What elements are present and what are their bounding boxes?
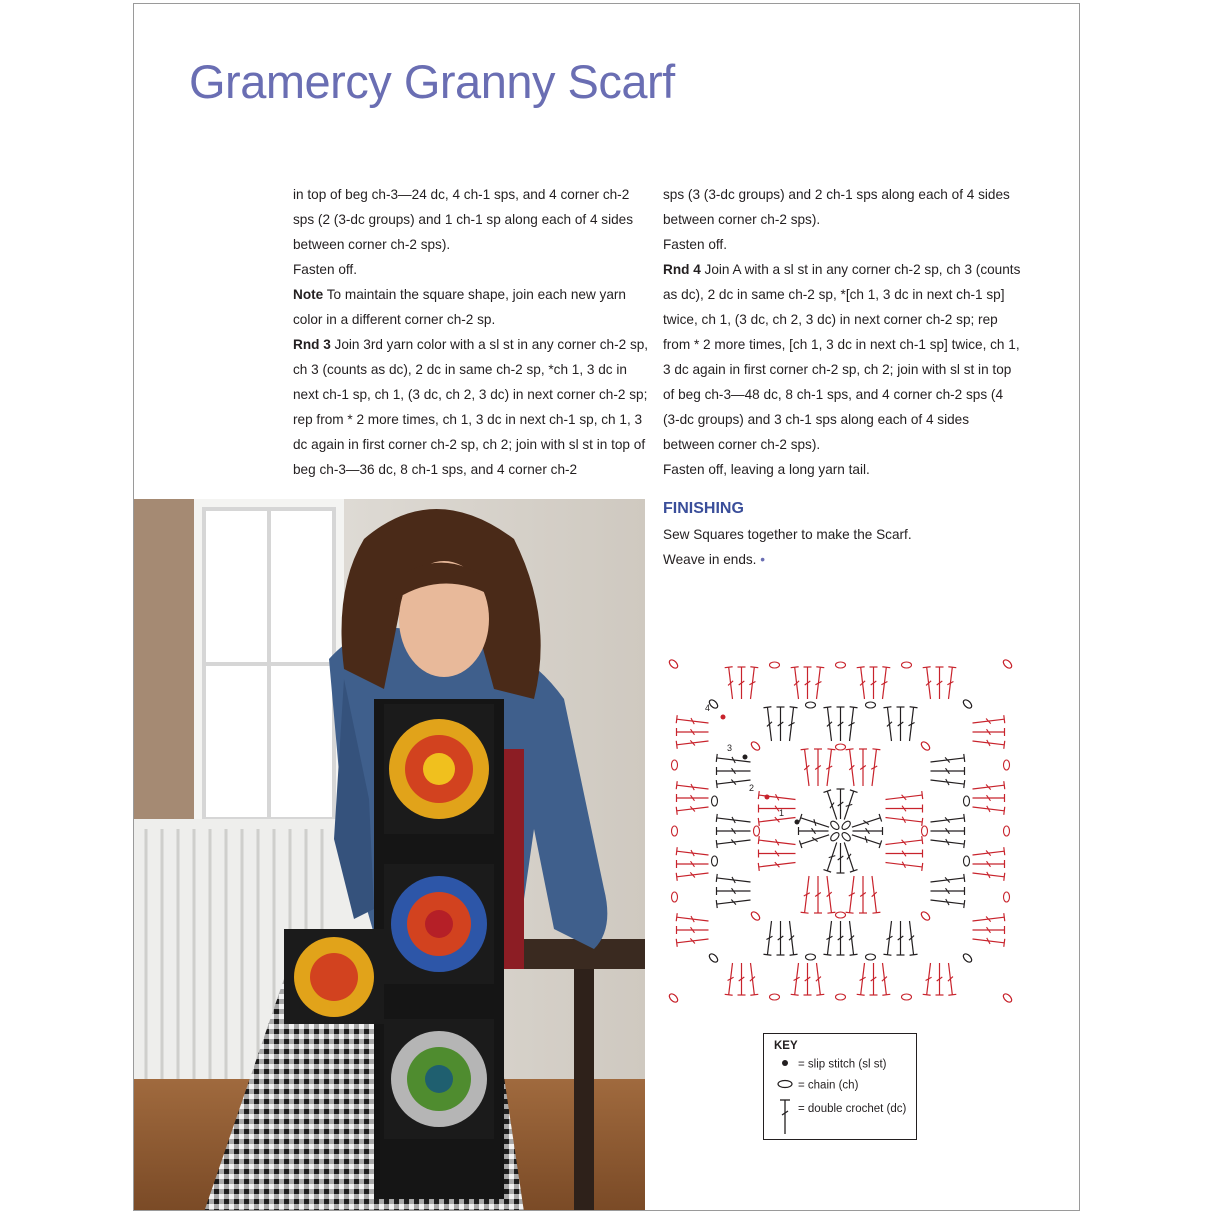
paragraph [663,547,1023,572]
chain-stitch [712,796,718,806]
dc-stitch-bar [830,803,834,809]
granny-square [384,704,494,834]
model-wearing-scarf-image [134,499,645,1211]
note-label: Note [293,287,324,302]
dc-stitch-top [882,667,890,668]
dc-stitch-top [750,994,758,995]
book-page [133,3,1080,1211]
round-3-text: Join 3rd yarn color with a sl st in any corner ch-2 sp, ch 3 (counts as dc), 2 dc in same ch-2 sp, *ch 1, 3 dc in next ch-1 sp, ch 1, (3 dc, ch 2, 3 dc) in next corner ch-2 sp; rep from * 2 more times, ch 1, 3 dc in next ch-1 sp, ch 1, 3 dc again in first corner ch-2 sp, ch 2; join with sl st in top of beg ch-3—36 dc, 8 ch-1 sps, and 4 corner ch-2 [293,337,649,477]
dc-stitch-top [823,707,831,708]
chain-stitch [836,994,846,1000]
chain-stitch [1004,826,1010,836]
dc-stitch-top [676,913,677,921]
dc-stitch-top [857,667,865,668]
dc-stitch-top [790,707,798,708]
dc-stitch-top [801,912,809,913]
chain-stitch [1002,992,1013,1003]
dc-stitch-top [801,749,809,750]
chain-stitch [964,856,970,866]
model-photo [134,499,645,1211]
dc-stitch-top [676,847,677,855]
dc-stitch-top [1004,847,1005,855]
key-label: = double crochet (dc) [798,1102,907,1115]
chain-stitch [672,760,678,770]
dc-stitch-top [964,874,965,882]
chain-stitch [770,994,780,1000]
round-4-text: Join A with a sl st in any corner ch-2 sp, ch 3 (counts as dc), 2 dc in same ch-2 sp, *[ch 1, 3 dc in next ch-1 sp] twice, ch 1, (3 dc, ch 2, 3 dc) in next corner ch-2 sp; rep from * 2 more times, [ch 1, 3 dc in next ch-1 sp] twice, ch 1, 3 dc again in first corner ch-2 sp, ch 2; join with sl st in top of beg ch-3—48 dc, 8 ch-1 sps, and 4 corner ch-2 sps (4 (3-dc groups) and 3 ch-1 sps along each of 4 sides between corner ch-2 sps). [663,262,1021,452]
granny-square [284,929,384,1024]
dc-stitch-top [948,994,956,995]
dc-stitch-top [758,791,759,799]
chain-stitch [712,856,718,866]
chain-icon [772,1079,798,1092]
dc-stitch-top [758,863,759,871]
chain-stitch [964,796,970,806]
dc-stitch-top [716,874,717,882]
key-row [772,1058,887,1078]
finishing-heading: FINISHING [663,500,744,517]
dc-stitch-top [964,840,965,848]
key-row [772,1098,906,1118]
dc-stitch-top [1004,873,1005,881]
chain-stitch [750,740,761,751]
dc-stitch-top [750,667,758,668]
dc-stitch-top [716,840,717,848]
chain-stitch [754,826,760,836]
key-label: = slip stitch (sl st) [798,1058,887,1071]
round-number-label: 4 [705,703,711,713]
dc-stitch-top [725,994,733,995]
dc-stitch-top [816,667,824,668]
paragraph: Fasten off. [663,237,727,252]
dc-stitch-top [1004,939,1005,947]
chain-stitch [920,740,931,751]
slip-stitch-dot [743,755,748,760]
dc-stitch-top [857,994,865,995]
dc-stitch-top [716,780,717,788]
round-number-label: 3 [727,743,733,753]
dc-stitch-top [790,954,798,955]
chain-stitch [829,831,840,842]
granny-square [384,864,494,984]
dc-stitch-top [922,818,923,826]
dc-stitch-top [763,954,771,955]
dc-stitch-top [758,818,759,826]
paragraph: Sew Squares together to make the Scarf. [663,527,912,542]
dc-stitch-top [922,836,923,844]
dc-stitch-top [725,667,733,668]
granny-square-diagram [667,657,1014,1005]
dc-stitch-top [676,741,677,749]
slip-stitch-dot [795,820,800,825]
dc-stitch-top [791,667,799,668]
chain-stitch [770,662,780,668]
dc-stitch-top [850,707,858,708]
chain-stitch [829,820,840,831]
dc-stitch-bar [812,837,818,841]
paragraph: sps (3 (3-dc groups) and 2 ch-1 sps along each of 4 sides between corner ch-2 sps). [663,187,1010,227]
key-row [772,1079,858,1099]
dc-stitch-top [910,707,918,708]
dc-stitch-top [816,994,824,995]
chain-stitch [806,702,816,708]
dc-stitch-top [791,994,799,995]
crochet-chart [667,657,1014,1005]
chain-stitch [962,952,973,963]
chain-stitch [841,820,852,831]
dc-stitch-top [923,994,931,995]
dc-stitch-top [827,912,835,913]
dc-stitch-top [763,707,771,708]
chain-stitch [1002,658,1013,669]
chain-stitch [668,658,679,669]
key-title: KEY [774,1040,798,1052]
dc-stitch-top [948,667,956,668]
chain-stitch [836,744,846,750]
key-label: = chain (ch) [798,1079,859,1092]
dc-stitch-top [872,912,880,913]
paragraph: Fasten off. [293,262,357,277]
chain-stitch [836,662,846,668]
finishing-text: Weave in ends. [663,552,757,567]
chain-stitch [750,910,761,921]
dc-stitch-top [823,954,831,955]
chain-stitch [902,994,912,1000]
chain-stitch [836,912,846,918]
dc-stitch-top [716,754,717,762]
dc-stitch-top [676,939,677,947]
chain-stitch [962,698,973,709]
chain-stitch [668,992,679,1003]
dc-stitch-top [716,814,717,822]
dc-stitch-top [846,749,854,750]
dc-stitch-top [1004,715,1005,723]
dc-stitch-top [883,707,891,708]
note-paragraph [293,282,653,332]
chain-stitch [841,831,852,842]
dc-stitch-top [882,994,890,995]
chain-stitch [866,954,876,960]
dc-stitch-top [716,900,717,908]
dc-stitch-top [1004,807,1005,815]
dc-stitch-top [676,715,677,723]
dc-stitch-top [846,912,854,913]
dc-stitch-top [676,781,677,789]
dc-stitch-top [676,807,677,815]
dc-stitch-top [1004,781,1005,789]
chain-stitch [920,910,931,921]
granny-square [384,1019,494,1139]
dc-stitch-top [922,863,923,871]
round-3-paragraph [293,332,653,482]
paragraph: Fasten off, leaving a long yarn tail. [663,462,870,477]
slip-stitch-icon [772,1058,798,1071]
chain-stitch [672,826,678,836]
chain-stitch [672,892,678,902]
chain-stitch [922,826,928,836]
dc-stitch-top [1004,913,1005,921]
dc-stitch-top [676,873,677,881]
dc-stitch-top [922,791,923,799]
end-mark: • [760,552,765,567]
chain-stitch [902,662,912,668]
round-4-paragraph [663,257,1023,457]
dc-stitch-top [964,754,965,762]
round-number-label: 2 [749,783,755,793]
dc-stitch-top [964,814,965,822]
dc-stitch-top [758,836,759,844]
slip-stitch-dot [765,795,770,800]
note-text: To maintain the square shape, join each new yarn color in a different corner ch-2 sp. [293,287,626,327]
instructions-column-left [293,182,653,482]
chain-stitch [866,702,876,708]
dc-stitch-top [872,749,880,750]
dc-stitch-top [964,780,965,788]
chain-stitch [806,954,816,960]
page-title: Gramercy Granny Scarf [189,55,675,108]
chain-stitch [708,952,719,963]
round-4-label: Rnd 4 [663,262,701,277]
dc-stitch-top [883,954,891,955]
dc-stitch-top [850,954,858,955]
round-3-label: Rnd 3 [293,337,331,352]
dc-stitch-top [923,667,931,668]
paragraph: in top of beg ch-3—24 dc, 4 ch-1 sps, and 4 corner ch-2 sps (2 (3-dc groups) and 1 ch-1 sp along each of 4 sides between corner ch-2 sps). [293,187,634,252]
chain-stitch [1004,892,1010,902]
round-number-label: 1 [779,808,785,818]
dc-stitch-bar [863,820,869,824]
double-crochet-icon [772,1098,798,1139]
dc-stitch-top [964,900,965,908]
slip-stitch-dot [721,715,726,720]
dc-stitch-top [910,954,918,955]
dc-stitch-top [827,749,835,750]
chart-key [763,1033,917,1140]
instructions-column-right [663,182,1023,572]
chain-stitch [1004,760,1010,770]
dc-stitch-bar [847,854,851,860]
dc-stitch-top [1004,741,1005,749]
